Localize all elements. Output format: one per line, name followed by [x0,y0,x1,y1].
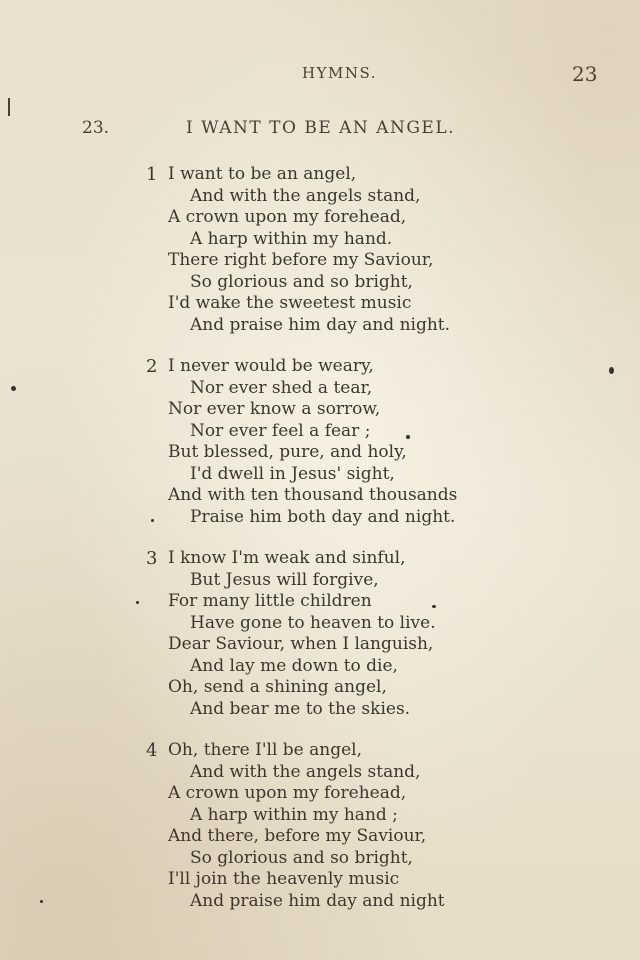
verse-line: A harp within my hand. [190,228,393,249]
verse-line: A crown upon my forehead, [168,207,407,227]
verse-line: So glorious and so bright, [190,847,413,868]
verse-line: I'll join the heavenly music [168,869,400,889]
verse-line: Dear Saviour, when I languish, [168,634,434,654]
ink-speck [136,601,139,604]
verse-line: I'd dwell in Jesus' sight, [190,463,395,484]
running-head [0,62,640,86]
verse-line: And praise him day and night [190,890,445,911]
verse-line: And with the angels stand, [190,185,421,206]
verse-line: I know I'm weak and sinful, [168,548,406,568]
ink-speck [40,900,43,903]
stanza-4 [146,740,506,912]
hymn-number: 23. [82,118,110,138]
stanza-2 [146,356,506,528]
verse-line: For many little children [168,591,372,611]
ink-speck [11,386,16,391]
stanza-number: 3 [146,548,158,569]
ink-speck [609,367,614,374]
verse-line: Praise him both day and night. [190,506,456,527]
verse-line: But Jesus will forgive, [190,569,379,590]
stanza-number: 2 [146,356,158,377]
verse-line: And with the angels stand, [190,761,421,782]
verse-line: Nor ever feel a fear ; [190,420,371,441]
margin-mark [8,98,10,116]
verse-line: So glorious and so bright, [190,271,413,292]
verse-line: I never would be weary, [168,356,374,376]
verse-line: And lay me down to die, [190,655,398,676]
verse-line: Nor ever shed a tear, [190,377,373,398]
hymn-title: I WANT TO BE AN ANGEL. [186,118,456,138]
verse-line: And with ten thousand thousands [168,485,458,505]
verse-line: But blessed, pure, and holy, [168,442,407,462]
verse-line: And praise him day and night. [190,314,451,335]
verse-line: Nor ever know a sorrow, [168,399,381,419]
verse-line: A harp within my hand ; [190,804,398,825]
verse-line: And there, before my Saviour, [168,826,427,846]
hymn-heading [0,116,640,142]
running-title: HYMNS. [302,64,377,82]
verse-line: And bear me to the skies. [190,698,411,719]
page-number: 23 [572,62,598,86]
stanza-number: 4 [146,740,158,761]
stanza-number: 1 [146,164,158,185]
verse-line: I'd wake the sweetest music [168,293,412,313]
verse-line: Have gone to heaven to live. [190,612,436,633]
verse-line: I want to be an angel, [168,164,357,184]
verse-line: Oh, send a shining angel, [168,677,387,697]
stanza-3 [146,548,506,720]
verse-line: There right before my Saviour, [168,250,434,270]
stanza-1 [146,164,506,336]
verse-line: A crown upon my forehead, [168,783,407,803]
verse-line: Oh, there I'll be angel, [168,740,363,760]
